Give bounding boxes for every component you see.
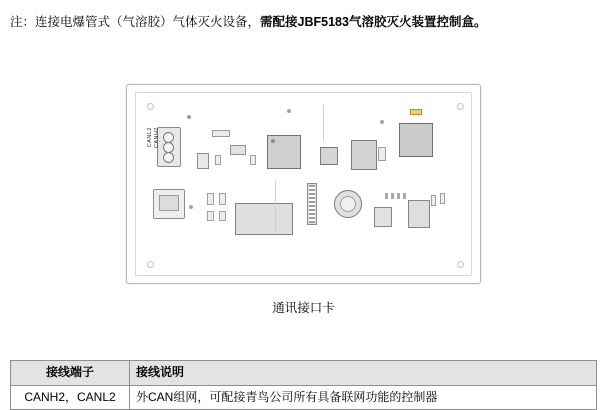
solder-pad [287,109,291,113]
mounting-hole [457,261,464,268]
note-line [10,14,486,32]
mounting-hole [147,103,154,110]
table-header-description: 接线说明 [130,361,597,386]
pin-header-pins [309,185,315,223]
edge-connector [235,203,293,235]
passive-capacitor [230,145,246,155]
module-square [408,200,430,228]
passive-capacitor [197,153,209,169]
passive-resistor [250,155,256,165]
passive-resistor [431,195,436,206]
pcb-photo [126,84,481,284]
canl2-label: CANL2 [147,127,153,148]
solder-pad [380,120,384,124]
round-component-inner [340,196,356,212]
rj45-jack-opening [159,195,179,211]
table-cell-terminal: CANH2，CANL2 [11,385,130,410]
wiring-table [10,360,597,410]
pcb-board [126,84,481,284]
canh2-label: CANH2 [154,127,160,149]
ic-medium [351,140,377,170]
table-header-terminal: 接线端子 [11,361,130,386]
figure-caption: 通讯接口卡 [272,301,335,315]
passive-resistor [378,147,386,161]
table-row [11,385,597,410]
mounting-hole [457,103,464,110]
chip-array [385,193,409,199]
trace-line [275,181,276,233]
mounting-hole [147,261,154,268]
ic-small [320,147,338,165]
note-emphasis: 需配接JBF5183气溶胶灭火装置控制盒。 [260,15,487,29]
solder-pad [189,205,193,209]
module-square [374,207,392,227]
table-header-row [11,361,597,386]
can-terminal-screw [163,152,174,163]
note-prefix: 注：连接电爆管式（气溶胶）气体灭火设备， [10,15,261,29]
pcb-silk-outline [135,92,472,276]
passive-resistor [212,130,230,137]
ic-pin1-dot [271,139,275,143]
table-cell-description: 外CAN组网，可配接青鸟公司所有具备联网功能的控制器 [130,385,597,410]
passive-resistor [219,211,226,221]
ic-square [399,123,433,157]
passive-resistor [219,193,226,205]
passive-resistor [215,155,221,165]
passive-resistor [187,115,191,119]
passive-resistor [440,193,445,204]
passive-resistor [207,211,214,221]
trace-line [323,105,324,141]
passive-resistor [207,193,214,205]
led-indicator [410,109,422,115]
